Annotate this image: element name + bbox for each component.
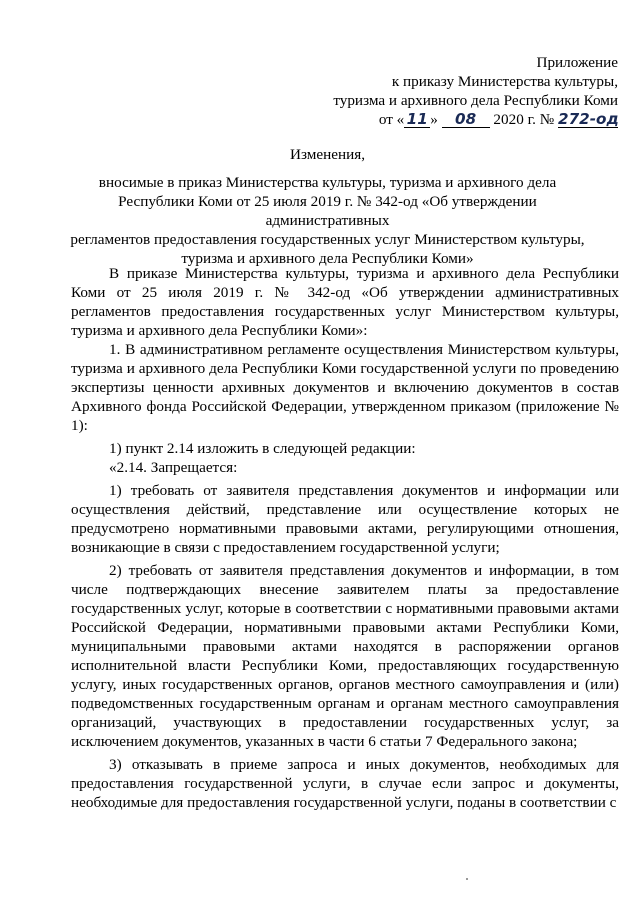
document-body bbox=[71, 264, 619, 812]
paragraph-point-2: 2) требовать от заявителя представления документов и информации, в том числе подтверждающих внесение заявителем платы за предоставление государственных услуг, которые в соответствии с нормативными правовыми актами Российской Федерации, нормативными правовыми актами Республики Коми, муниципальными правовыми актами находятся в распоряжении органов исполнительной власти Республики Коми, предоставляющих государственную услугу, иных государственных органов, органов местного самоуправления и (или) подведомственных государственным органам и органам местного самоуправления организаций, участвующих в предоставлении государственных услуг, за исключением документов, указанных в части 6 статьи 7 Федерального закона; bbox=[71, 562, 619, 750]
document-title bbox=[60, 145, 595, 268]
appendix-ministry: туризма и архивного дела Республики Коми bbox=[333, 92, 618, 109]
appendix-label: Приложение bbox=[536, 54, 618, 71]
paragraph-clause-2-14: «2.14. Запрещается: bbox=[109, 459, 238, 476]
scan-speck bbox=[466, 878, 468, 880]
paragraph-point-1: 1) требовать от заявителя представления документов и информации или осуществления действий, представление или осуществление которых не предусмотрено нормативными правовыми актами, регулирующими отношения, возникающие в связи с предоставлением государственной услуги; bbox=[71, 482, 619, 556]
paragraph-item-1: 1. В административном регламенте осуществления Министерством культуры, туризма и архивного дела Республики Коми государственной услуги по проведению экспертизы ценности архивных документов и включению документов в состав Архивного фонда Российской Федерации, утвержденном приказом (приложение № 1): bbox=[71, 341, 619, 434]
appendix-order-ref: к приказу Министерства культуры, bbox=[391, 73, 618, 90]
title-line-1: вносимые в приказ Министерства культуры, туризма и архивного дела bbox=[98, 174, 557, 191]
date-close: » bbox=[430, 111, 442, 128]
paragraph-intro: В приказе Министерства культуры, туризма и архивного дела Республики Коми от 25 июля 2019 г. № 342-од «Об утверждении административных регламентов предоставления государственных услуг Министерством культуры, туризма и архивного дела Республики Коми»: bbox=[71, 265, 619, 339]
appendix-header bbox=[318, 53, 618, 129]
handwritten-month: 08 bbox=[442, 112, 490, 128]
paragraph-point-3: 3) отказывать в приеме запроса и иных документов, необходимых для предоставления государственной услуги, в случае если запрос и документы, необходимые для предоставления государственной услуги, поданы в соответствии с bbox=[71, 756, 619, 811]
paragraph-subitem-1: 1) пункт 2.14 изложить в следующей редакции: bbox=[109, 440, 416, 457]
appendix-date-line bbox=[318, 110, 618, 129]
title-line-3: регламентов предоставления государственных услуг Министерством культуры, bbox=[70, 231, 585, 248]
handwritten-order-number: 272-од bbox=[558, 110, 619, 128]
date-year: 2020 г. № bbox=[489, 111, 558, 128]
date-prefix: от « bbox=[378, 111, 405, 128]
title-line-2: Республики Коми от 25 июля 2019 г. № 342-од «Об утверждении административных bbox=[118, 193, 537, 229]
title-heading: Изменения, bbox=[289, 146, 365, 163]
handwritten-day: 11 bbox=[404, 112, 430, 128]
title-line-4: туризма и архивного дела Республики Коми» bbox=[181, 250, 474, 267]
